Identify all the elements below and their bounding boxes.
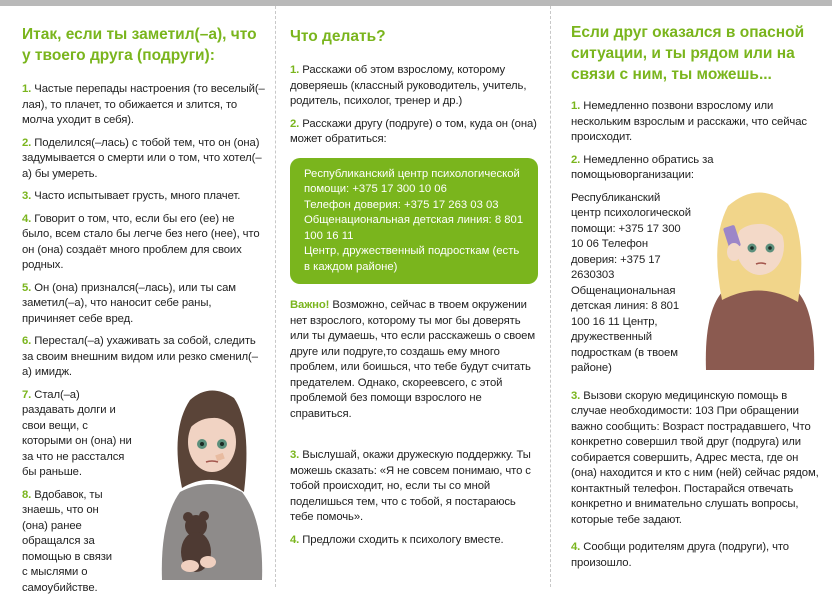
list-item: 4. Говорит о том, что, если бы его (ее) не было, всем стало бы легче без него (нее), что он (она) создаёт много проблем для своих родных.: [22, 212, 265, 274]
list-item: 1. Немедленно позвони взрослому или нескольким взрослым и расскажи, что сейчас происходит.: [571, 99, 824, 146]
list-item: 2. Немедленно обратись за помощьюворганизации:: [571, 153, 721, 184]
list-item: 2. Поделился(–лась) с тобой тем, что он (она) задумывается о смерти или о том, что хотел(–а) бы умереть.: [22, 136, 265, 183]
danger-title: Если друг оказался в опасной ситуации, и ты рядом или на связи с ним, ты можешь...: [571, 22, 824, 85]
column-what-to-do: [276, 6, 550, 587]
list-item: 1. Частые перепады настроения (то веселый(–лая), то плачет, то обижается и злится, то молча уходит в себя).: [22, 82, 265, 129]
helpline-box: Республиканский центр психологической помощи: +375 17 300 10 06 Телефон доверия: +375 17 263 03 03 Общенациональная детская линия: 8 801 100 16 11 Центр, дружественный подросткам (есть в каждом районе): [290, 158, 538, 285]
girl-with-teddy-illustration: [152, 370, 270, 580]
what-to-do-title: Что делать?: [290, 26, 538, 47]
list-item: 4. Сообщи родителям друга (подруги), что произошло.: [571, 540, 824, 571]
list-item: 2. Расскажи другу (подруге) о том, куда он (она) может обратиться:: [290, 117, 538, 148]
list-item: 3. Вызови скорую медицинскую помощь в случае необходимости: 103 При обращении важно сообщить: Возраст пострадавшего, Что конкретно совершил твой друг (подруга) или собирается совершить, Адрес места, где он (она) находится и кто с ним (ней) сейчас рядом, контактный телефон. Постарайся отвечать конкретно и внимательно слушать вопросы, которые тебе задают.: [571, 389, 824, 529]
list-item: 7. Стал(–а) раздавать долги и свои вещи, с которыми он (она) ни за что не расстался бы раньше.: [22, 388, 134, 481]
list-item: 4. Предложи сходить к психологу вместе.: [290, 533, 538, 549]
organizations-list: Республиканский центр психологической помощи: +375 17 300 10 06 Телефон доверия: +375 17 2630303 Общенациональная детская линия: 8 801 100 16 11 Центр, дружественный подросткам (в твоем районе): [571, 191, 691, 377]
list-item: 3. Выслушай, окажи дружескую поддержку. Ты можешь сказать: «Я не совсем понимаю, что с тобой происходит, но, если ты со мной поделишься тем, что с тобой, я постараюсь тебе помочь».: [290, 448, 538, 526]
important-note: Важно! Возможно, сейчас в твоем окружении нет взрослого, которому ты мог бы доверять или ты думаешь, что если расскажешь о своем друге или подруге,то создашь ему много проблем, или боишься, что тебе будут считать предателем. Однако, скореевсего, с этой проблемой без помощи взрослого не справиться.: [290, 298, 538, 422]
list-item: 5. Он (она) признался(–лась), или ты сам заметил(–а), что наносит себе раны, причиняет себе вред.: [22, 281, 265, 328]
signs-title: Итак, если ты заметил(–а), что у твоего друга (подруги):: [22, 24, 265, 66]
list-item: 8. Вдобавок, ты знаешь, что он (она) ранее обращался за помощью в связи с мыслями о самоубийстве.: [22, 488, 120, 596]
girl-on-phone-illustration: [700, 180, 818, 370]
list-item: 6. Перестал(–а) ухаживать за собой, следить за своим внешним видом или резко сменил(–а) имидж.: [22, 334, 265, 381]
list-item: 3. Часто испытывает грусть, много плачет.: [22, 189, 265, 205]
list-item: 1. Расскажи об этом взрослому, которому доверяешь (классный руководитель, учитель, родитель, психолог, тренер и др.): [290, 63, 538, 110]
